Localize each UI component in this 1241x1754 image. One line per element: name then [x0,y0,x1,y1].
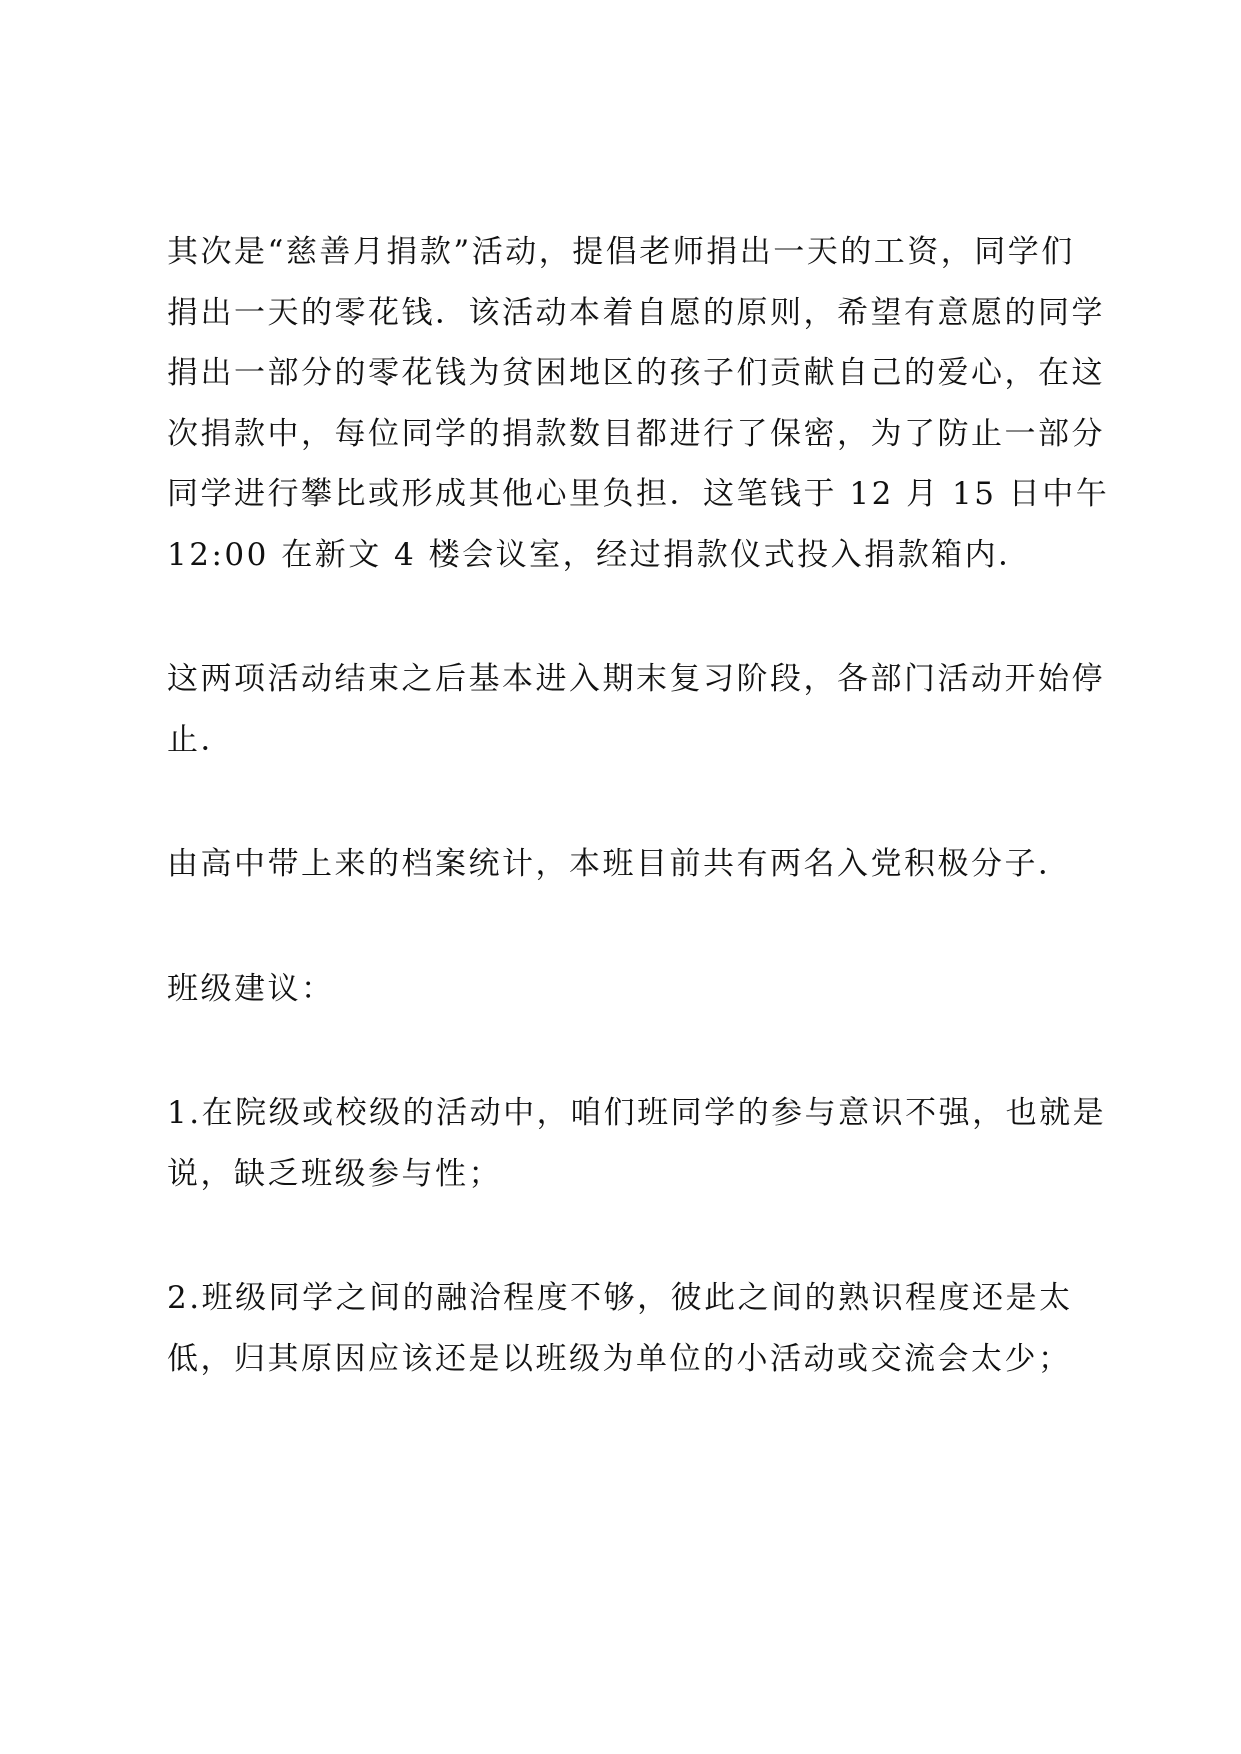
text-line: 由高中带上来的档案统计，本班目前共有两名入党积极分子． [167,846,1072,882]
text-line: 捐出一部分的零花钱为贫困地区的孩子们贡献自己的爱心，在这 [167,355,1105,391]
text-line: 其次是“慈善月捐款”活动，提倡老师捐出一天的工资，同学们 [167,234,1075,270]
text-line: 12:00 在新文 4 楼会议室，经过捐款仪式投入捐款箱内． [167,536,1032,573]
suggestion-item-1 [167,1083,1107,1204]
paragraph-party-activists [167,834,1097,895]
text-line: 这两项活动结束之后基本进入期末复习阶段，各部门活动开始停 [167,661,1105,697]
document-body [167,222,1110,1389]
text-line: 班级建议： [167,970,335,1007]
paragraph-review-stage [167,649,1105,770]
paragraph-charity-donation [167,222,1110,585]
text-line: 2.班级同学之间的融洽程度不够，彼此之间的熟识程度还是太 [167,1280,1073,1316]
text-line: 说，缺乏班级参与性； [167,1155,502,1192]
text-line: 同学进行攀比或形成其他心里负担．这笔钱于 12 月 15 日中午 [167,476,1110,512]
suggestion-item-2 [167,1268,1097,1389]
text-line: 止． [167,721,234,758]
text-line: 1.在院级或校级的活动中，咱们班同学的参与意识不强，也就是 [167,1095,1107,1131]
text-line: 低，归其原因应该还是以班级为单位的小活动或交流会太少； [167,1340,1072,1377]
text-line: 捐出一天的零花钱．该活动本着自愿的原则，希望有意愿的同学 [167,294,1105,331]
text-line: 次捐款中，每位同学的捐款数目都进行了保密，为了防止一部分 [167,415,1105,452]
section-heading-class-suggestions [167,959,1097,1020]
